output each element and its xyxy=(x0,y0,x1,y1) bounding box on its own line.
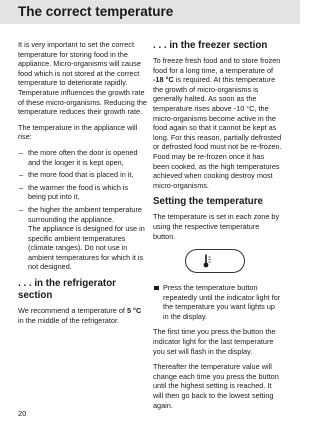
intro-paragraph: It is very important to set the correct temperature for storing food in the appliance. Micro-organisms will cause food which is not stored at the correct temperature to deteriorate rapidly. Temperature influences the growth rate of these micro-organisms. Reducing the temperature reduces their growth rate. xyxy=(18,40,147,117)
list-item: – the warmer the food is which is being put into it, xyxy=(18,183,147,202)
list-item: – the higher the ambient temperature surrounding the appliance. The appliance is designed for use in specific ambient temperatures (climate ranges). Do not use in ambient temperatures for which it is not designed. xyxy=(18,205,147,272)
first-time-paragraph: The first time you press the button the indicator light for the last temperature you set will flash in the display. xyxy=(153,327,276,356)
freezer-temperature-value: -18 °C xyxy=(153,75,174,85)
temperature-button-illustration xyxy=(185,249,245,273)
list-item: – the more food that is placed in it, xyxy=(18,170,147,180)
fridge-paragraph: We recommend a temperature of 5 °C in the middle of the refrigerator. xyxy=(18,306,142,325)
left-column xyxy=(18,40,147,331)
fridge-temperature-value: 5 °C xyxy=(126,306,142,316)
thereafter-paragraph: Thereafter the temperature value will change each time you press the button until the highest setting is reached. It will then go back to the lowest setting again. xyxy=(153,362,279,410)
list-item: Press the temperature button repeatedly until the indicator light for the temperature you want lights up in the display. xyxy=(153,283,282,321)
freezer-paragraph: To freeze fresh food and to store frozen food for a long time, a temperature of -18 °C is required. At this temperature the growth of micro-organisms is generally halted. As soon as the temperature rises above -10 °C, the micro-organisms become active in the food again so that it cannot be kept as long. For this reason, partially defrosted or defrosted food must not be re-frozen. Food may be re-frozen once it has been cooked, as the high temperatures achieved when cooking destroy most micro-organisms. xyxy=(153,56,282,190)
freezer-heading: . . . in the freezer section xyxy=(153,40,268,51)
page-title: The correct temperature xyxy=(18,4,174,19)
list-item: – the more often the door is opened and the longer it is kept open, xyxy=(18,148,147,167)
step-list xyxy=(153,283,282,321)
rise-list xyxy=(18,148,147,272)
right-column xyxy=(153,40,282,416)
page-number: 20 xyxy=(18,409,27,418)
rise-lead-paragraph: The temperature in the appliance will rise: xyxy=(18,122,138,142)
setting-intro-paragraph: The temperature is set in each zone by using the respective temperature button. xyxy=(153,212,280,241)
fridge-heading: . . . in the refrigerator section xyxy=(18,278,116,302)
climate-note: The appliance is designed for use in specific ambient temperatures (climate ranges). Do not use in ambient temperatures for which it is not designed. xyxy=(28,224,145,272)
setting-heading: Setting the temperature xyxy=(153,196,263,208)
thermometer-icon xyxy=(186,250,244,272)
